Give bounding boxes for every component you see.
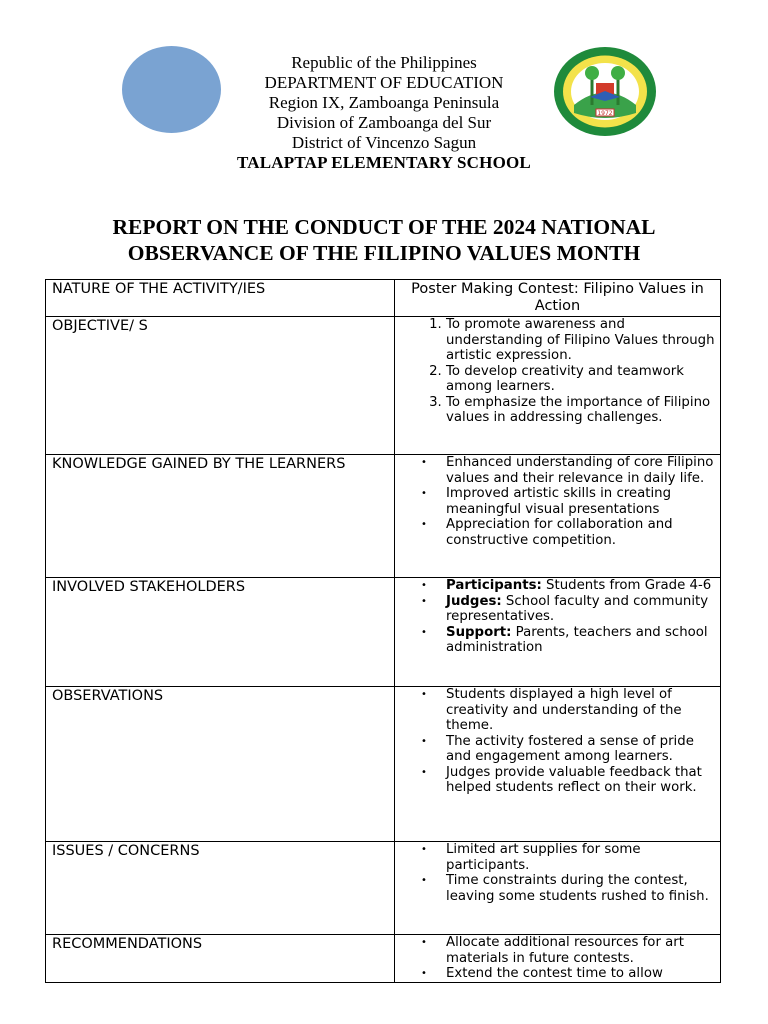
row-label: ISSUES / CONCERNS <box>46 842 395 935</box>
row-label: OBJECTIVE/ S <box>46 317 395 455</box>
list-item <box>446 594 716 625</box>
header-line-4: Division of Zamboanga del Sur <box>276 113 492 132</box>
seal-year: 1972 <box>597 110 613 117</box>
list-item <box>446 578 716 594</box>
header-line-3: Region IX, Zamboanga Peninsula <box>268 93 500 112</box>
header-line-5: District of Vincenzo Sagun <box>291 133 477 152</box>
issues-list <box>395 842 716 904</box>
table-row-observations <box>46 687 721 842</box>
row-label: RECOMMENDATIONS <box>46 935 395 983</box>
nature-value: Poster Making Contest: Filipino Values in Action <box>395 280 721 317</box>
observations-list <box>395 687 716 796</box>
header-line-2: DEPARTMENT OF EDUCATION <box>264 73 504 92</box>
list-item: • The activity fostered a sense of pride and engagement among learners. <box>446 734 716 765</box>
letterhead <box>0 53 768 173</box>
list-item: 2. To develop creativity and teamwork among learners. <box>446 364 716 395</box>
stakeholder-text: School faculty and community representatives. <box>446 593 709 624</box>
row-label: OBSERVATIONS <box>46 687 395 842</box>
row-label: KNOWLEDGE GAINED BY THE LEARNERS <box>46 455 395 578</box>
table-row-objectives <box>46 317 721 455</box>
report-table <box>45 279 721 983</box>
stakeholder-key: Support: <box>446 624 512 640</box>
row-label: INVOLVED STAKEHOLDERS <box>46 578 395 687</box>
table-row-nature <box>46 280 721 317</box>
objectives-list <box>395 317 716 426</box>
list-item: • Judges provide valuable feedback that helped students reflect on their work. <box>446 765 716 796</box>
report-title-line-1: REPORT ON THE CONDUCT OF THE 2024 NATIONAL <box>112 215 656 239</box>
stakeholder-key: Judges: <box>446 593 502 609</box>
header-line-1: Republic of the Philippines <box>291 53 477 72</box>
list-item: 3. To emphasize the importance of Filipino values in addressing challenges. <box>446 395 716 426</box>
list-item <box>446 625 716 656</box>
school-name: TALAPTAP ELEMENTARY SCHOOL <box>237 153 531 172</box>
list-item: • Enhanced understanding of core Filipino values and their relevance in daily life. <box>446 455 716 486</box>
stakeholder-text: Parents, teachers and school administration <box>446 624 708 655</box>
stakeholder-key: Participants: <box>446 578 542 593</box>
report-title-line-2: OBSERVANCE OF THE FILIPINO VALUES MONTH <box>127 241 641 265</box>
table-row-stakeholders <box>46 578 721 687</box>
row-label: NATURE OF THE ACTIVITY/IES <box>46 280 395 317</box>
list-item: • Extend the contest time to allow <box>446 966 716 982</box>
list-item: • Allocate additional resources for art materials in future contests. <box>446 935 716 966</box>
table-row-recommendations <box>46 935 721 983</box>
recommendations-list <box>395 935 716 982</box>
knowledge-list <box>395 455 716 548</box>
list-item: 1. To promote awareness and understanding of Filipino Values through artistic expression. <box>446 317 716 364</box>
table-row-knowledge <box>46 455 721 578</box>
stakeholders-list <box>395 578 716 656</box>
report-title <box>0 214 768 266</box>
table-row-issues <box>46 842 721 935</box>
list-item: • Time constraints during the contest, leaving some students rushed to finish. <box>446 873 716 904</box>
list-item: • Improved artistic skills in creating meaningful visual presentations <box>446 486 716 517</box>
list-item: • Appreciation for collaboration and constructive competition. <box>446 517 716 548</box>
list-item: • Limited art supplies for some participants. <box>446 842 716 873</box>
list-item: • Students displayed a high level of creativity and understanding of the theme. <box>446 687 716 734</box>
stakeholder-text: Students from Grade 4-6 <box>541 578 712 593</box>
